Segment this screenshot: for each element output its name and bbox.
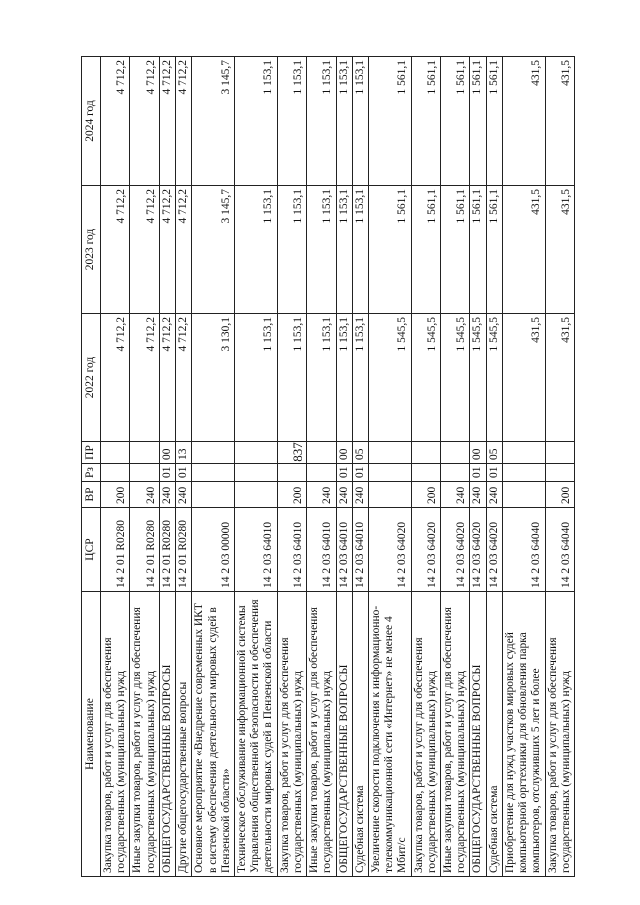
table-row [101, 57, 130, 877]
table-row [192, 57, 235, 877]
table-row [234, 57, 277, 877]
cell-2022: 1 153,1 [336, 314, 352, 442]
cell-2023: 3 145,7 [192, 186, 235, 314]
cell-2024: 1 153,1 [336, 57, 352, 186]
header-name: Наименование [82, 592, 101, 877]
cell-name: ОБЩЕГОСУДАРСТВЕННЫЕ ВОПРОСЫ [336, 592, 352, 877]
cell-rz [234, 464, 277, 482]
cell-rz [101, 464, 130, 482]
header-csr: ЦСР [82, 508, 101, 592]
cell-vr: 240 [130, 482, 159, 508]
cell-name: Судебная система [352, 592, 368, 877]
cell-csr: 14 2 03 64010 [307, 508, 336, 592]
cell-2024: 4 712,2 [101, 57, 130, 186]
table-row [502, 57, 545, 877]
cell-rz [192, 464, 235, 482]
cell-name: ОБЩЕГОСУДАРСТВЕННЫЕ ВОПРОСЫ [159, 592, 175, 877]
cell-2024: 1 561,1 [441, 57, 470, 186]
cell-rz [502, 464, 545, 482]
cell-2024: 4 712,2 [159, 57, 175, 186]
cell-2024: 1 153,1 [307, 57, 336, 186]
rotated-table-inner [81, 57, 572, 877]
cell-rz [368, 464, 411, 482]
cell-vr: 200 [277, 482, 306, 508]
cell-pr [368, 442, 411, 464]
cell-csr: 14 2 03 64020 [486, 508, 502, 592]
cell-rz [307, 464, 336, 482]
cell-pr [277, 442, 306, 464]
cell-pr: 00 [159, 442, 175, 464]
cell-2024: 4 712,2 [130, 57, 159, 186]
cell-csr: 14 2 01 R0280 [101, 508, 130, 592]
cell-pr [101, 442, 130, 464]
table-row [159, 57, 175, 877]
cell-csr: 14 2 03 64010 [336, 508, 352, 592]
header-rz: Рз [82, 464, 101, 482]
cell-pr: 00 [336, 442, 352, 464]
cell-2022: 1 545,5 [441, 314, 470, 442]
cell-rz: 01 [470, 464, 486, 482]
cell-2023: 1 153,1 [234, 186, 277, 314]
cell-rz [277, 464, 306, 482]
table-row [336, 57, 352, 877]
cell-csr: 14 2 01 R0280 [159, 508, 175, 592]
cell-rz: 01 [336, 464, 352, 482]
page-number: 837 [290, 442, 305, 462]
cell-vr: 200 [545, 482, 574, 508]
cell-name: Иные закупки товаров, работ и услуг для обеспечения государственных (муниципальных) нужд [441, 592, 470, 877]
cell-csr: 14 2 03 64020 [470, 508, 486, 592]
cell-vr [192, 482, 235, 508]
cell-2022: 4 712,2 [176, 314, 192, 442]
cell-name: Закупка товаров, работ и услуг для обеспечения государственных (муниципальных) нужд [277, 592, 306, 877]
rotated-table-wrapper [81, 57, 572, 877]
cell-name: Судебная система [486, 592, 502, 877]
table-row [545, 57, 574, 877]
cell-2023: 4 712,2 [176, 186, 192, 314]
cell-2023: 431,5 [545, 186, 574, 314]
cell-vr: 240 [176, 482, 192, 508]
cell-pr [307, 442, 336, 464]
table-row [441, 57, 470, 877]
budget-table [81, 56, 575, 877]
cell-name: ОБЩЕГОСУДАРСТВЕННЫЕ ВОПРОСЫ [470, 592, 486, 877]
cell-pr [192, 442, 235, 464]
cell-2023: 1 153,1 [307, 186, 336, 314]
cell-csr: 14 2 01 R0280 [130, 508, 159, 592]
cell-pr [502, 442, 545, 464]
cell-2023: 1 561,1 [441, 186, 470, 314]
cell-csr: 14 2 01 R0280 [176, 508, 192, 592]
cell-2024: 431,5 [545, 57, 574, 186]
cell-2022: 1 545,5 [411, 314, 440, 442]
cell-pr [441, 442, 470, 464]
cell-2024: 1 561,1 [470, 57, 486, 186]
cell-name: Иные закупки товаров, работ и услуг для обеспечения государственных (муниципальных) нужд [307, 592, 336, 877]
cell-vr: 240 [159, 482, 175, 508]
cell-csr: 14 2 03 64040 [545, 508, 574, 592]
cell-2022: 1 545,5 [368, 314, 411, 442]
table-body [101, 57, 575, 877]
cell-pr: 13 [176, 442, 192, 464]
cell-vr: 240 [352, 482, 368, 508]
cell-name: Закупка товаров, работ и услуг для обеспечения государственных (муниципальных) нужд [545, 592, 574, 877]
cell-vr [502, 482, 545, 508]
cell-name: Закупка товаров, работ и услуг для обеспечения государственных (муниципальных) нужд [101, 592, 130, 877]
cell-2024: 1 561,1 [486, 57, 502, 186]
cell-name: Иные закупки товаров, работ и услуг для обеспечения государственных (муниципальных) нужд [130, 592, 159, 877]
table-header-row [82, 57, 101, 877]
cell-csr: 14 2 03 64010 [277, 508, 306, 592]
table-row [307, 57, 336, 877]
cell-2024: 1 561,1 [411, 57, 440, 186]
cell-2022: 1 153,1 [352, 314, 368, 442]
cell-2024: 1 153,1 [277, 57, 306, 186]
cell-2022: 4 712,2 [159, 314, 175, 442]
cell-name: Приобретение для нужд участков мировых судей компьютерной оргтехники для обновления парка компьютеров, отслуживших 5 лет и более [502, 592, 545, 877]
header-2024: 2024 год [82, 57, 101, 186]
table-row [411, 57, 440, 877]
cell-csr: 14 2 03 64010 [352, 508, 368, 592]
cell-2024: 4 712,2 [176, 57, 192, 186]
cell-csr: 14 2 03 00000 [192, 508, 235, 592]
cell-name: Другие общегосударственные вопросы [176, 592, 192, 877]
cell-pr [234, 442, 277, 464]
cell-2023: 4 712,2 [101, 186, 130, 314]
cell-pr [411, 442, 440, 464]
cell-vr [234, 482, 277, 508]
cell-2023: 1 561,1 [486, 186, 502, 314]
cell-vr: 200 [101, 482, 130, 508]
cell-2022: 431,5 [545, 314, 574, 442]
cell-pr [545, 442, 574, 464]
cell-vr [368, 482, 411, 508]
cell-rz [130, 464, 159, 482]
cell-rz [411, 464, 440, 482]
cell-csr: 14 2 03 64020 [368, 508, 411, 592]
cell-vr: 240 [470, 482, 486, 508]
cell-2024: 431,5 [502, 57, 545, 186]
cell-name: Закупка товаров, работ и услуг для обеспечения государственных (муниципальных) нужд [411, 592, 440, 877]
cell-rz [441, 464, 470, 482]
cell-2023: 431,5 [502, 186, 545, 314]
cell-2023: 4 712,2 [130, 186, 159, 314]
cell-csr: 14 2 03 64010 [234, 508, 277, 592]
cell-vr: 240 [336, 482, 352, 508]
cell-2022: 4 712,2 [130, 314, 159, 442]
cell-vr: 240 [486, 482, 502, 508]
cell-2022: 431,5 [502, 314, 545, 442]
cell-vr: 240 [307, 482, 336, 508]
cell-pr: 05 [486, 442, 502, 464]
cell-2023: 1 561,1 [470, 186, 486, 314]
cell-2022: 3 130,1 [192, 314, 235, 442]
header-2023: 2023 год [82, 186, 101, 314]
cell-2023: 1 153,1 [336, 186, 352, 314]
cell-2022: 1 545,5 [470, 314, 486, 442]
header-pr: ПР [82, 442, 101, 464]
table-row [130, 57, 159, 877]
cell-2023: 1 561,1 [411, 186, 440, 314]
cell-csr: 14 2 03 64020 [441, 508, 470, 592]
cell-2024: 1 153,1 [352, 57, 368, 186]
cell-name: Техническое обслуживание информационной системы Управления общественной безопасности и обеспечения деятельности мировых судей в Пензенской области [234, 592, 277, 877]
cell-2022: 1 153,1 [234, 314, 277, 442]
table-row [277, 57, 306, 877]
header-2022: 2022 год [82, 314, 101, 442]
cell-name: Основное мероприятие «Внедрение современных ИКТ в систему обеспечения деятельности мировых судей в Пензенской области» [192, 592, 235, 877]
cell-pr: 00 [470, 442, 486, 464]
cell-2024: 3 145,7 [192, 57, 235, 186]
cell-2023: 1 153,1 [277, 186, 306, 314]
cell-rz: 01 [159, 464, 175, 482]
table-row [368, 57, 411, 877]
table-row [486, 57, 502, 877]
cell-rz: 01 [352, 464, 368, 482]
cell-2024: 1 153,1 [234, 57, 277, 186]
table-row [352, 57, 368, 877]
header-vr: ВР [82, 482, 101, 508]
cell-pr: 05 [352, 442, 368, 464]
cell-vr: 240 [441, 482, 470, 508]
cell-rz [545, 464, 574, 482]
cell-csr: 14 2 03 64040 [502, 508, 545, 592]
cell-2024: 1 561,1 [368, 57, 411, 186]
cell-rz: 01 [486, 464, 502, 482]
cell-csr: 14 2 03 64020 [411, 508, 440, 592]
cell-name: Увеличение скорости подключения к информационно-телекоммуникационной сети «Интернет» не менее 4 Мбит/с [368, 592, 411, 877]
cell-2023: 1 561,1 [368, 186, 411, 314]
cell-2022: 4 712,2 [101, 314, 130, 442]
cell-vr: 200 [411, 482, 440, 508]
cell-2023: 1 153,1 [352, 186, 368, 314]
cell-2022: 1 153,1 [307, 314, 336, 442]
cell-rz: 01 [176, 464, 192, 482]
cell-2022: 1 153,1 [277, 314, 306, 442]
table-row [470, 57, 486, 877]
cell-2022: 1 545,5 [486, 314, 502, 442]
table-row [176, 57, 192, 877]
cell-2023: 4 712,2 [159, 186, 175, 314]
cell-pr [130, 442, 159, 464]
